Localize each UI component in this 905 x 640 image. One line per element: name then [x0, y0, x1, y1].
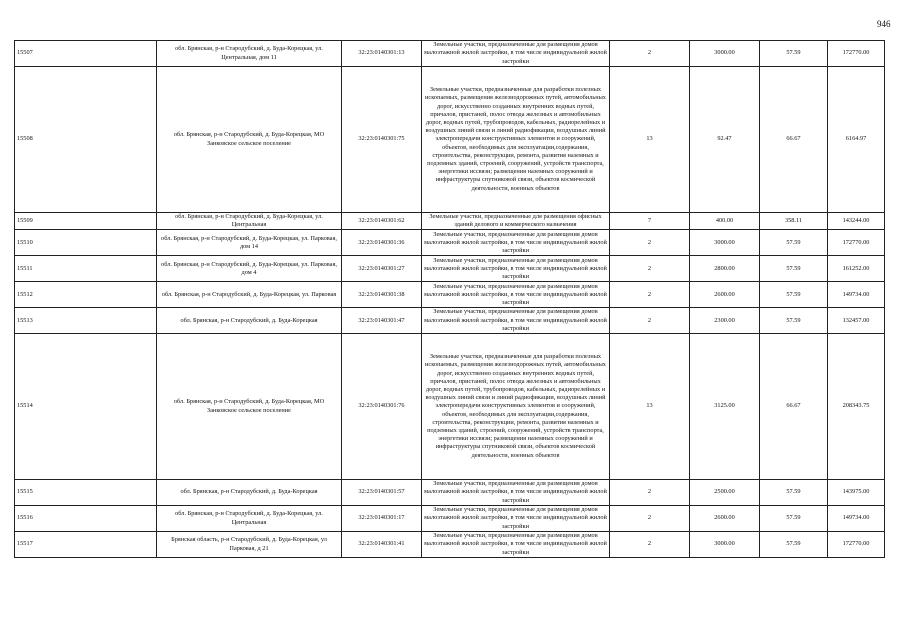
table-row	[15, 230, 885, 256]
table-row	[15, 282, 885, 308]
specific-value-cell: 57.59	[760, 282, 828, 308]
cadastral-value-cell: 6164.97	[828, 67, 885, 213]
row-number: 15513	[15, 308, 157, 334]
row-number: 15512	[15, 282, 157, 308]
category-group-cell: 7	[610, 213, 690, 230]
category-group-cell: 2	[610, 282, 690, 308]
permitted-use-cell: Земельные участки, предназначенные для размещения домов малоэтажной жилой застройки, в том числе индивидуальной жилой застройки	[422, 308, 610, 334]
area-cell: 2600.00	[690, 282, 760, 308]
table-row	[15, 67, 885, 213]
permitted-use-cell: Земельные участки, предназначенные для разработки полезных ископаемых, размещения железнодорожных путей, автомобильных дорог, искусственно созданных внутренних водных путей, причалов, пристаней, полос отвода железных и автомобильных дорог, водных путей, трубопроводов, кабельных, радиорелейных и воздушных линий связи и линий радиофикации, воздушных линий электропередачи конструктивных элементов и сооружений, объектов, необходимых для эксплуатации,содержания, строительства, реконструкции, ремонта, развития наземных и подземных зданий, строений, сооружений, устройств транспорта, энергетики иссвязи; размещения наземных сооружений и инфраструктуры спутниковой связи, объектов космической деятельности, военных объектов	[422, 67, 610, 213]
area-cell: 2800.00	[690, 256, 760, 282]
category-group-cell: 13	[610, 67, 690, 213]
row-number: 15508	[15, 67, 157, 213]
area-cell: 3125.00	[690, 334, 760, 480]
cadastral-number-cell: 32:23:0140301:47	[342, 308, 422, 334]
address-cell: обл. Брянская, р-н Стародубский, д. Буда-Корецкая, ул. Центральная, дом 11	[157, 41, 342, 67]
address-cell: обл. Брянская, р-н Стародубский, д. Буда-Корецкая, ул. Парковая	[157, 282, 342, 308]
area-cell: 2300.00	[690, 308, 760, 334]
cadastral-value-cell: 208343.75	[828, 334, 885, 480]
permitted-use-cell: Земельные участки, предназначенные для размещения домов малоэтажной жилой застройки, в том числе индивидуальной жилой застройки	[422, 256, 610, 282]
address-cell: обл. Брянская, р-н Стародубский, д. Буда-Корецкая, ул. Центральная	[157, 506, 342, 532]
specific-value-cell: 57.59	[760, 256, 828, 282]
permitted-use-cell: Земельные участки, предназначенные для размещения домов малоэтажной жилой застройки, в том числе индивидуальной жилой застройки	[422, 230, 610, 256]
cadastral-number-cell: 32:23:0140301:62	[342, 213, 422, 230]
address-cell: обл. Брянская, р-н Стародубский, д. Буда-Корецкая, МО Занковское сельское поселение	[157, 334, 342, 480]
table-row	[15, 256, 885, 282]
row-number: 15517	[15, 532, 157, 558]
cadastral-value-cell: 172770.00	[828, 41, 885, 67]
table-row	[15, 506, 885, 532]
specific-value-cell: 57.59	[760, 41, 828, 67]
area-cell: 3000.00	[690, 230, 760, 256]
cadastral-value-cell: 149734.00	[828, 282, 885, 308]
specific-value-cell: 66.67	[760, 67, 828, 213]
cadastral-value-cell: 161252.00	[828, 256, 885, 282]
category-group-cell: 2	[610, 480, 690, 506]
row-number: 15510	[15, 230, 157, 256]
address-cell: обл. Брянская, р-н Стародубский, д. Буда-Корецкая, ул. Парковая, дом 4	[157, 256, 342, 282]
address-cell: обл. Брянская, р-н Стародубский, д. Буда-Корецкая	[157, 308, 342, 334]
row-number: 15516	[15, 506, 157, 532]
specific-value-cell: 358.11	[760, 213, 828, 230]
table-row	[15, 41, 885, 67]
cadastral-value-cell: 132457.00	[828, 308, 885, 334]
table-row	[15, 213, 885, 230]
area-cell: 3000.00	[690, 41, 760, 67]
cadastral-value-cell: 172770.00	[828, 230, 885, 256]
cadastral-value-cell: 143975.00	[828, 480, 885, 506]
specific-value-cell: 57.59	[760, 480, 828, 506]
category-group-cell: 2	[610, 532, 690, 558]
row-number: 15514	[15, 334, 157, 480]
address-cell: Брянская область, р-н Стародубский, д. Буда-Корецкая, ул Парковая, д 21	[157, 532, 342, 558]
permitted-use-cell: Земельные участки, предназначенные для размещения домов малоэтажной жилой застройки, в том числе индивидуальной жилой застройки	[422, 282, 610, 308]
category-group-cell: 2	[610, 256, 690, 282]
cadastral-number-cell: 32:23:0140301:36	[342, 230, 422, 256]
category-group-cell: 2	[610, 506, 690, 532]
permitted-use-cell: Земельные участки, предназначенные для размещения офисных зданий делового и коммерческого назначения	[422, 213, 610, 230]
area-cell: 400.00	[690, 213, 760, 230]
cadastral-number-cell: 32:23:0140301:41	[342, 532, 422, 558]
address-cell: обл. Брянская, р-н Стародубский, д. Буда-Корецкая, МО Занковское сельское поселение	[157, 67, 342, 213]
table-row	[15, 480, 885, 506]
address-cell: обл. Брянская, р-н Стародубский, д. Буда-Корецкая	[157, 480, 342, 506]
cadastral-number-cell: 32:23:0140301:38	[342, 282, 422, 308]
category-group-cell: 13	[610, 334, 690, 480]
cadastral-value-cell: 143244.00	[828, 213, 885, 230]
cadastral-number-cell: 32:23:0140301:75	[342, 67, 422, 213]
row-number: 15511	[15, 256, 157, 282]
area-cell: 2500.00	[690, 480, 760, 506]
category-group-cell: 2	[610, 41, 690, 67]
cadastral-number-cell: 32:23:0140301:27	[342, 256, 422, 282]
row-number: 15509	[15, 213, 157, 230]
table-row	[15, 308, 885, 334]
specific-value-cell: 57.59	[760, 308, 828, 334]
area-cell: 2600.00	[690, 506, 760, 532]
permitted-use-cell: Земельные участки, предназначенные для размещения домов малоэтажной жилой застройки, в том числе индивидуальной жилой застройки	[422, 506, 610, 532]
category-group-cell: 2	[610, 308, 690, 334]
specific-value-cell: 57.59	[760, 532, 828, 558]
specific-value-cell: 66.67	[760, 334, 828, 480]
address-cell: обл. Брянская, р-н Стародубский, д. Буда-Корецкая, ул. Парковая, дом 14	[157, 230, 342, 256]
row-number: 15515	[15, 480, 157, 506]
row-number: 15507	[15, 41, 157, 67]
address-cell: обл. Брянская, р-н Стародубский, д. Буда-Корецкая, ул. Центральная	[157, 213, 342, 230]
cadastral-value-cell: 149734.00	[828, 506, 885, 532]
permitted-use-cell: Земельные участки, предназначенные для размещения домов малоэтажной жилой застройки, в том числе индивидуальной жилой застройки	[422, 480, 610, 506]
specific-value-cell: 57.59	[760, 506, 828, 532]
cadastral-number-cell: 32:23:0140301:57	[342, 480, 422, 506]
permitted-use-cell: Земельные участки, предназначенные для размещения домов малоэтажной жилой застройки, в том числе индивидуальной жилой застройки	[422, 532, 610, 558]
permitted-use-cell: Земельные участки, предназначенные для разработки полезных ископаемых, размещения железнодорожных путей, автомобильных дорог, искусственно созданных внутренних водных путей, причалов, пристаней, полос отвода железных и автомобильных дорог, водных путей, трубопроводов, кабельных, радиорелейных и воздушных линий связи и линий радиофикации, воздушных линий электропередачи конструктивных элементов и сооружений, объектов, необходимых для эксплуатации,содержания, строительства, реконструкции, ремонта, развития наземных и подземных зданий, строений, сооружений, устройств транспорта, энергетики иссвязи; размещения наземных сооружений и инфраструктуры спутниковой связи, объектов космической деятельности, военных объектов	[422, 334, 610, 480]
land-valuation-table	[14, 40, 885, 558]
page-number: 946	[877, 19, 891, 29]
permitted-use-cell: Земельные участки, предназначенные для размещения домов малоэтажной жилой застройки, в том числе индивидуальной жилой застройки	[422, 41, 610, 67]
cadastral-value-cell: 172770.00	[828, 532, 885, 558]
table-row	[15, 532, 885, 558]
cadastral-number-cell: 32:23:0140301:76	[342, 334, 422, 480]
cadastral-number-cell: 32:23:0140301:13	[342, 41, 422, 67]
cadastral-number-cell: 32:23:0140301:17	[342, 506, 422, 532]
area-cell: 92.47	[690, 67, 760, 213]
specific-value-cell: 57.59	[760, 230, 828, 256]
table-row	[15, 334, 885, 480]
category-group-cell: 2	[610, 230, 690, 256]
area-cell: 3000.00	[690, 532, 760, 558]
